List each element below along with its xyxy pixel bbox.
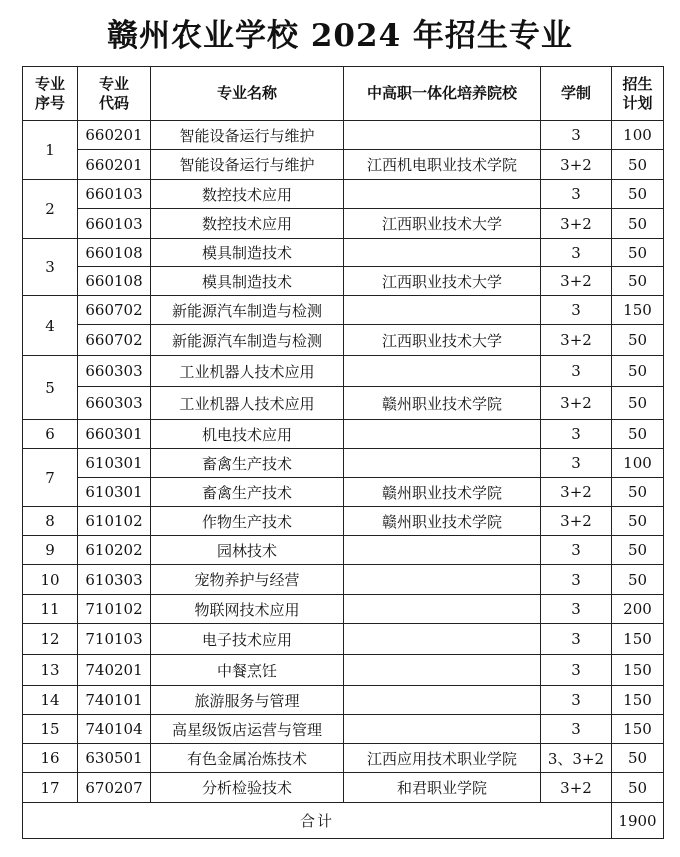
total-value: 1900 [612, 803, 664, 839]
table-row [23, 449, 664, 478]
table-row [23, 325, 664, 356]
cell-plan: 150 [612, 715, 664, 744]
cell-plan: 50 [612, 478, 664, 507]
cell-plan: 200 [612, 595, 664, 624]
cell-duration: 3 [541, 449, 612, 478]
cell-school [344, 624, 541, 655]
cell-seq: 17 [23, 773, 78, 803]
cell-code: 630501 [78, 744, 151, 773]
cell-code: 610202 [78, 536, 151, 565]
cell-duration: 3 [541, 296, 612, 325]
cell-school [344, 420, 541, 449]
cell-school [344, 595, 541, 624]
cell-code: 740101 [78, 686, 151, 715]
cell-school [344, 296, 541, 325]
cell-school [344, 686, 541, 715]
cell-name: 新能源汽车制造与检测 [151, 325, 344, 356]
table-row [23, 565, 664, 595]
cell-seq: 12 [23, 624, 78, 655]
cell-duration: 3 [541, 565, 612, 595]
cell-code: 660108 [78, 267, 151, 296]
cell-school: 赣州职业技术学院 [344, 387, 541, 420]
cell-plan: 50 [612, 420, 664, 449]
cell-duration: 3+2 [541, 773, 612, 803]
cell-plan: 150 [612, 624, 664, 655]
cell-plan: 50 [612, 267, 664, 296]
header-school: 中高职一体化培养院校 [344, 67, 541, 121]
cell-plan: 50 [612, 180, 664, 209]
cell-plan: 150 [612, 686, 664, 715]
cell-name: 工业机器人技术应用 [151, 387, 344, 420]
cell-school [344, 536, 541, 565]
cell-name: 作物生产技术 [151, 507, 344, 536]
cell-code: 740201 [78, 655, 151, 686]
cell-plan: 50 [612, 150, 664, 180]
cell-plan: 50 [612, 239, 664, 267]
cell-duration: 3 [541, 420, 612, 449]
cell-duration: 3、3+2 [541, 744, 612, 773]
cell-name: 模具制造技术 [151, 267, 344, 296]
total-row [23, 803, 664, 839]
cell-code: 610301 [78, 478, 151, 507]
total-label: 合计 [23, 803, 612, 839]
cell-school: 和君职业学院 [344, 773, 541, 803]
header-code-line2: 代码 [98, 93, 129, 112]
cell-code: 610301 [78, 449, 151, 478]
cell-seq: 11 [23, 595, 78, 624]
cell-name: 新能源汽车制造与检测 [151, 296, 344, 325]
cell-name: 有色金属冶炼技术 [151, 744, 344, 773]
page-title: 赣州农业学校 2024 年招生专业 [107, 18, 573, 54]
cell-seq: 9 [23, 536, 78, 565]
cell-name: 工业机器人技术应用 [151, 356, 344, 387]
cell-name: 模具制造技术 [151, 239, 344, 267]
cell-duration: 3+2 [541, 478, 612, 507]
table-row [23, 387, 664, 420]
table-row [23, 420, 664, 449]
header-duration: 学制 [541, 67, 612, 121]
cell-code: 740104 [78, 715, 151, 744]
cell-duration: 3+2 [541, 325, 612, 356]
cell-plan: 150 [612, 296, 664, 325]
cell-school [344, 715, 541, 744]
cell-seq: 13 [23, 655, 78, 686]
cell-name: 中餐烹饪 [151, 655, 344, 686]
header-code-line1: 专业 [98, 74, 129, 93]
cell-name: 电子技术应用 [151, 624, 344, 655]
cell-school [344, 180, 541, 209]
cell-duration: 3+2 [541, 209, 612, 239]
cell-seq: 2 [23, 180, 78, 239]
table-row [23, 507, 664, 536]
header-code [78, 67, 151, 121]
header-seq-line2: 序号 [34, 93, 65, 112]
header-plan-line1: 招生 [622, 74, 653, 93]
cell-seq: 8 [23, 507, 78, 536]
cell-name: 高星级饭店运营与管理 [151, 715, 344, 744]
cell-name: 机电技术应用 [151, 420, 344, 449]
cell-seq: 4 [23, 296, 78, 356]
cell-school [344, 121, 541, 150]
enrollment-table [22, 66, 664, 839]
table-row [23, 150, 664, 180]
table-row [23, 267, 664, 296]
table-row [23, 239, 664, 267]
cell-code: 660303 [78, 387, 151, 420]
cell-code: 610102 [78, 507, 151, 536]
cell-plan: 150 [612, 655, 664, 686]
header-row [23, 67, 664, 121]
header-plan-line2: 计划 [622, 93, 653, 112]
cell-code: 660301 [78, 420, 151, 449]
cell-duration: 3 [541, 536, 612, 565]
cell-duration: 3 [541, 356, 612, 387]
cell-plan: 50 [612, 565, 664, 595]
table-row [23, 536, 664, 565]
cell-duration: 3 [541, 121, 612, 150]
cell-duration: 3+2 [541, 387, 612, 420]
cell-seq: 10 [23, 565, 78, 595]
cell-code: 670207 [78, 773, 151, 803]
cell-plan: 50 [612, 209, 664, 239]
cell-code: 660108 [78, 239, 151, 267]
cell-name: 智能设备运行与维护 [151, 121, 344, 150]
cell-name: 畜禽生产技术 [151, 449, 344, 478]
cell-seq: 5 [23, 356, 78, 420]
header-plan [612, 67, 664, 121]
cell-name: 数控技术应用 [151, 180, 344, 209]
cell-plan: 100 [612, 449, 664, 478]
cell-code: 710102 [78, 595, 151, 624]
cell-plan: 50 [612, 536, 664, 565]
cell-code: 610303 [78, 565, 151, 595]
table-row [23, 595, 664, 624]
cell-code: 660702 [78, 296, 151, 325]
header-name: 专业名称 [151, 67, 344, 121]
cell-name: 智能设备运行与维护 [151, 150, 344, 180]
cell-duration: 3+2 [541, 150, 612, 180]
table-row [23, 209, 664, 239]
table-row [23, 296, 664, 325]
cell-code: 710103 [78, 624, 151, 655]
cell-name: 数控技术应用 [151, 209, 344, 239]
cell-code: 660103 [78, 209, 151, 239]
cell-school [344, 449, 541, 478]
cell-school: 江西职业技术大学 [344, 209, 541, 239]
cell-plan: 50 [612, 387, 664, 420]
table-row [23, 655, 664, 686]
cell-duration: 3+2 [541, 507, 612, 536]
table-row [23, 478, 664, 507]
table-row [23, 121, 664, 150]
cell-duration: 3 [541, 180, 612, 209]
cell-name: 畜禽生产技术 [151, 478, 344, 507]
cell-seq: 15 [23, 715, 78, 744]
cell-school: 赣州职业技术学院 [344, 478, 541, 507]
cell-plan: 50 [612, 325, 664, 356]
cell-plan: 50 [612, 356, 664, 387]
table-row [23, 773, 664, 803]
cell-duration: 3 [541, 624, 612, 655]
table-row [23, 356, 664, 387]
cell-seq: 3 [23, 239, 78, 296]
table-row [23, 744, 664, 773]
cell-duration: 3 [541, 595, 612, 624]
table-row [23, 624, 664, 655]
cell-school: 江西职业技术大学 [344, 325, 541, 356]
cell-school: 赣州职业技术学院 [344, 507, 541, 536]
cell-name: 宠物养护与经营 [151, 565, 344, 595]
cell-duration: 3 [541, 686, 612, 715]
cell-seq: 14 [23, 686, 78, 715]
cell-school [344, 655, 541, 686]
cell-code: 660702 [78, 325, 151, 356]
cell-school [344, 565, 541, 595]
header-seq-line1: 专业 [34, 74, 65, 93]
cell-name: 旅游服务与管理 [151, 686, 344, 715]
table-row [23, 686, 664, 715]
table-row [23, 180, 664, 209]
cell-plan: 100 [612, 121, 664, 150]
cell-plan: 50 [612, 744, 664, 773]
cell-code: 660201 [78, 150, 151, 180]
cell-plan: 50 [612, 507, 664, 536]
cell-school: 江西机电职业技术学院 [344, 150, 541, 180]
cell-school: 江西职业技术大学 [344, 267, 541, 296]
cell-name: 园林技术 [151, 536, 344, 565]
cell-school: 江西应用技术职业学院 [344, 744, 541, 773]
cell-duration: 3 [541, 239, 612, 267]
cell-code: 660103 [78, 180, 151, 209]
cell-duration: 3 [541, 715, 612, 744]
cell-code: 660201 [78, 121, 151, 150]
header-seq [23, 67, 78, 121]
cell-seq: 7 [23, 449, 78, 507]
cell-school [344, 239, 541, 267]
cell-seq: 1 [23, 121, 78, 180]
cell-name: 物联网技术应用 [151, 595, 344, 624]
cell-plan: 50 [612, 773, 664, 803]
cell-code: 660303 [78, 356, 151, 387]
table-row [23, 715, 664, 744]
cell-seq: 16 [23, 744, 78, 773]
cell-seq: 6 [23, 420, 78, 449]
cell-duration: 3+2 [541, 267, 612, 296]
cell-school [344, 356, 541, 387]
cell-duration: 3 [541, 655, 612, 686]
cell-name: 分析检验技术 [151, 773, 344, 803]
table-body [23, 121, 664, 803]
